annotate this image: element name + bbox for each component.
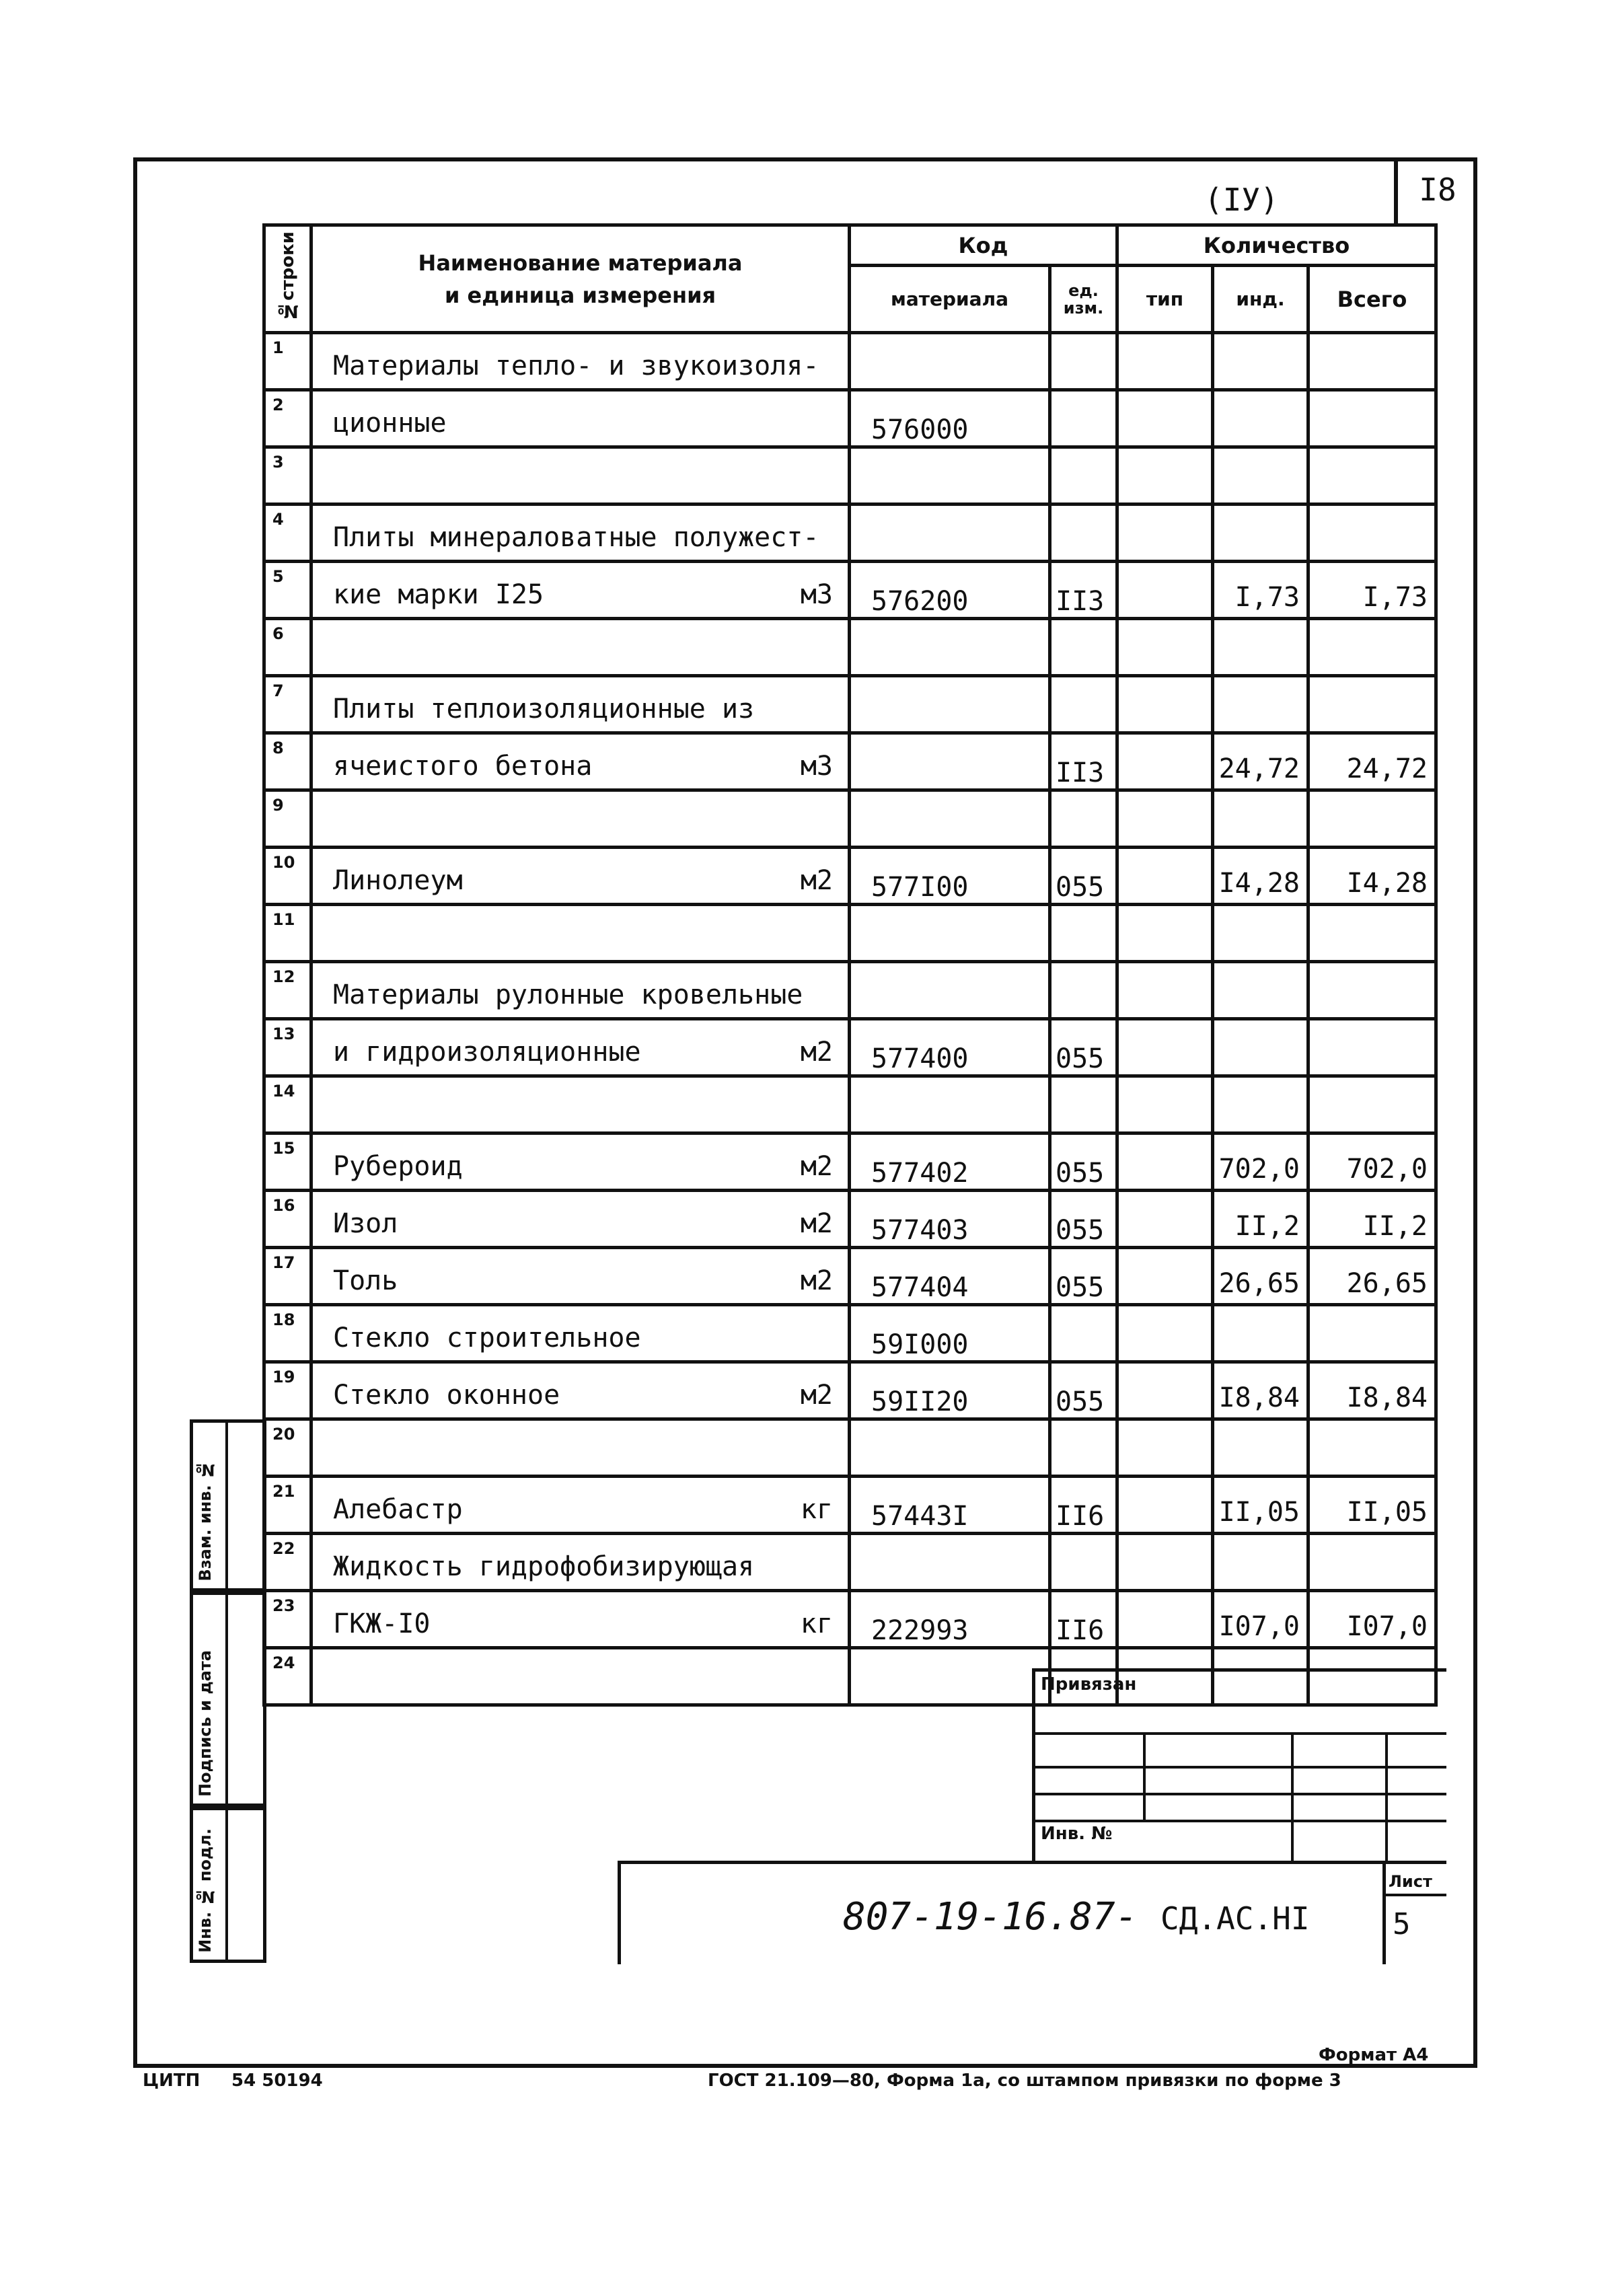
material-code: 576000	[850, 390, 1050, 447]
qty-ind	[1213, 676, 1308, 733]
row-number: 6	[264, 619, 311, 676]
unit-code	[1050, 1419, 1117, 1477]
qty-type	[1117, 733, 1213, 790]
row-number: 18	[264, 1305, 311, 1362]
table-row	[264, 390, 1436, 447]
footer-org: ЦИТП	[143, 2071, 200, 2091]
unit-code	[1050, 390, 1117, 447]
unit-code: II6	[1050, 1591, 1117, 1648]
unit-of-measure: м2	[800, 1151, 833, 1182]
material-code	[850, 905, 1050, 962]
qty-ind: 26,65	[1213, 1248, 1308, 1305]
unit-code	[1050, 676, 1117, 733]
material-name-text: ционные	[333, 408, 447, 439]
table-row	[264, 790, 1436, 848]
material-name	[311, 676, 850, 733]
material-name-text: и гидроизоляционные	[333, 1037, 641, 1068]
row-number: 15	[264, 1133, 311, 1191]
material-name-text: Толь	[333, 1265, 398, 1296]
material-code	[850, 333, 1050, 390]
table-row	[264, 676, 1436, 733]
header-row-number: №строки	[264, 225, 311, 333]
qty-total	[1308, 333, 1436, 390]
qty-type	[1117, 619, 1213, 676]
material-name-text: Линолеум	[333, 865, 463, 896]
material-code: 222993	[850, 1591, 1050, 1648]
material-name-text: Жидкость гидрофобизирующая	[333, 1551, 755, 1582]
qty-total: 24,72	[1308, 733, 1436, 790]
table-row	[264, 333, 1436, 390]
qty-ind: II,2	[1213, 1191, 1308, 1248]
top-sheet-number: I8	[1394, 157, 1477, 226]
unit-code	[1050, 1076, 1117, 1133]
table-row	[264, 562, 1436, 619]
table-row	[264, 447, 1436, 505]
unit-code	[1050, 505, 1117, 562]
row-number: 3	[264, 447, 311, 505]
qty-type	[1117, 1019, 1213, 1076]
qty-type	[1117, 1133, 1213, 1191]
table-row	[264, 1191, 1436, 1248]
binding-col-line	[1291, 1732, 1294, 1861]
binding-col-line	[1143, 1732, 1146, 1820]
qty-total	[1308, 1076, 1436, 1133]
material-code: 57443I	[850, 1477, 1050, 1534]
material-code: 59II20	[850, 1362, 1050, 1419]
qty-type	[1117, 1248, 1213, 1305]
side-box-inv-podl	[190, 1807, 266, 1963]
qty-type	[1117, 1362, 1213, 1419]
table-row	[264, 1419, 1436, 1477]
material-code	[850, 619, 1050, 676]
inventory-label: Инв. №	[1041, 1824, 1113, 1844]
table-row	[264, 619, 1436, 676]
qty-type	[1117, 790, 1213, 848]
binding-label: Привязан	[1041, 1674, 1137, 1695]
unit-of-measure: кг	[800, 1608, 833, 1639]
material-code	[850, 790, 1050, 848]
footer-org-code: 54 50194	[231, 2071, 323, 2091]
qty-type	[1117, 1305, 1213, 1362]
material-name-text: Изол	[333, 1208, 398, 1239]
qty-ind	[1213, 447, 1308, 505]
document-code-suffix: СД.АС.НI	[1160, 1900, 1310, 1937]
material-name	[311, 619, 850, 676]
row-number: 24	[264, 1648, 311, 1705]
material-name	[311, 1362, 850, 1419]
row-number: 9	[264, 790, 311, 848]
qty-type	[1117, 1191, 1213, 1248]
qty-ind	[1213, 619, 1308, 676]
qty-total: I4,28	[1308, 848, 1436, 905]
header-quantity: Количество	[1117, 225, 1436, 266]
qty-total	[1308, 1419, 1436, 1477]
header-code-material: материала	[850, 266, 1050, 333]
qty-type	[1117, 1076, 1213, 1133]
row-number: 7	[264, 676, 311, 733]
qty-type	[1117, 505, 1213, 562]
header-material-name: Наименование материала и единица измерения	[311, 225, 850, 333]
unit-code	[1050, 1305, 1117, 1362]
qty-total	[1308, 619, 1436, 676]
qty-ind	[1213, 505, 1308, 562]
row-number: 22	[264, 1534, 311, 1591]
table-row	[264, 1305, 1436, 1362]
qty-ind	[1213, 1019, 1308, 1076]
table-row	[264, 1019, 1436, 1076]
material-name-text: Алебастр	[333, 1494, 463, 1525]
table-row	[264, 962, 1436, 1019]
material-name	[311, 1305, 850, 1362]
materials-table	[262, 223, 1438, 1707]
unit-of-measure: м3	[800, 579, 833, 610]
material-code: 577402	[850, 1133, 1050, 1191]
qty-total	[1308, 1019, 1436, 1076]
material-name-text: ячеистого бетона	[333, 751, 593, 782]
material-name-text: Стекло оконное	[333, 1380, 560, 1411]
row-number: 20	[264, 1419, 311, 1477]
qty-type	[1117, 905, 1213, 962]
header-code: Код	[850, 225, 1117, 266]
qty-ind	[1213, 390, 1308, 447]
row-number: 5	[264, 562, 311, 619]
row-number: 23	[264, 1591, 311, 1648]
material-code	[850, 733, 1050, 790]
unit-of-measure: м2	[800, 1265, 833, 1296]
row-number: 17	[264, 1248, 311, 1305]
table-row	[264, 848, 1436, 905]
row-number: 12	[264, 962, 311, 1019]
material-name-text: Материалы рулонные кровельные	[333, 979, 803, 1010]
side-label-inv-podl: Инв. № подл.	[196, 1828, 215, 1953]
material-name	[311, 962, 850, 1019]
material-name-text: кие марки I25	[333, 579, 544, 610]
unit-code	[1050, 905, 1117, 962]
qty-type	[1117, 1477, 1213, 1534]
qty-total: II,05	[1308, 1477, 1436, 1534]
qty-ind	[1213, 1305, 1308, 1362]
qty-total	[1308, 505, 1436, 562]
row-number: 11	[264, 905, 311, 962]
unit-code: 055	[1050, 1133, 1117, 1191]
row-number: 4	[264, 505, 311, 562]
header-code-unit: ед. изм.	[1050, 266, 1117, 333]
qty-type	[1117, 447, 1213, 505]
qty-total	[1308, 962, 1436, 1019]
qty-type	[1117, 962, 1213, 1019]
sheet-number: 5	[1393, 1907, 1411, 1941]
document-code	[843, 1895, 1310, 1939]
unit-code: 055	[1050, 1248, 1117, 1305]
unit-code: II3	[1050, 733, 1117, 790]
unit-of-measure: м2	[800, 1380, 833, 1411]
table-row	[264, 733, 1436, 790]
binding-stamp	[1032, 1668, 1446, 1861]
material-name-text: Рубероид	[333, 1151, 463, 1182]
qty-ind: 702,0	[1213, 1133, 1308, 1191]
material-name	[311, 333, 850, 390]
table-row	[264, 1248, 1436, 1305]
qty-ind: I07,0	[1213, 1591, 1308, 1648]
unit-of-measure: м2	[800, 865, 833, 896]
material-name	[311, 1133, 850, 1191]
unit-of-measure: м2	[800, 1037, 833, 1068]
table-row	[264, 905, 1436, 962]
material-name	[311, 790, 850, 848]
qty-type	[1117, 390, 1213, 447]
unit-code: II3	[1050, 562, 1117, 619]
qty-total: 26,65	[1308, 1248, 1436, 1305]
unit-code	[1050, 790, 1117, 848]
material-name	[311, 1248, 850, 1305]
qty-type	[1117, 848, 1213, 905]
material-code	[850, 676, 1050, 733]
unit-code: 055	[1050, 1362, 1117, 1419]
qty-type	[1117, 1419, 1213, 1477]
header-qty-ind: инд.	[1213, 266, 1308, 333]
material-name	[311, 733, 850, 790]
material-name	[311, 1191, 850, 1248]
row-number: 13	[264, 1019, 311, 1076]
material-code	[850, 1076, 1050, 1133]
unit-code	[1050, 962, 1117, 1019]
header-qty-total: Всего	[1308, 266, 1436, 333]
unit-code: II6	[1050, 1477, 1117, 1534]
table-row	[264, 505, 1436, 562]
qty-ind: I4,28	[1213, 848, 1308, 905]
side-box-vzam	[190, 1419, 266, 1592]
unit-of-measure: кг	[800, 1494, 833, 1525]
material-name-text: Материалы тепло- и звукоизоля-	[333, 350, 819, 381]
unit-code	[1050, 447, 1117, 505]
qty-total	[1308, 676, 1436, 733]
material-code: 576200	[850, 562, 1050, 619]
sheet-cell	[1382, 1864, 1446, 1964]
row-number: 19	[264, 1362, 311, 1419]
qty-ind: 24,72	[1213, 733, 1308, 790]
row-number: 14	[264, 1076, 311, 1133]
row-number: 10	[264, 848, 311, 905]
material-code: 577400	[850, 1019, 1050, 1076]
row-number: 16	[264, 1191, 311, 1248]
table-row	[264, 1362, 1436, 1419]
material-name	[311, 447, 850, 505]
part-label: (IУ)	[1204, 182, 1279, 218]
qty-total	[1308, 1305, 1436, 1362]
qty-total: II,2	[1308, 1191, 1436, 1248]
material-name-text: ГКЖ-I0	[333, 1608, 431, 1639]
row-number: 1	[264, 333, 311, 390]
side-label-podpis: Подпись и дата	[196, 1650, 215, 1797]
qty-ind: I,73	[1213, 562, 1308, 619]
material-code: 577403	[850, 1191, 1050, 1248]
material-name	[311, 562, 850, 619]
unit-of-measure: м3	[800, 751, 833, 782]
row-number: 21	[264, 1477, 311, 1534]
material-name	[311, 1477, 850, 1534]
header-qty-type: тип	[1117, 266, 1213, 333]
footer-format: Формат А4	[1319, 2045, 1429, 2065]
qty-ind	[1213, 905, 1308, 962]
qty-total	[1308, 905, 1436, 962]
material-name	[311, 905, 850, 962]
qty-total: I,73	[1308, 562, 1436, 619]
row-number: 8	[264, 733, 311, 790]
material-name-text: Плиты минераловатные полужест-	[333, 522, 819, 553]
unit-code: 055	[1050, 1191, 1117, 1248]
qty-total	[1308, 790, 1436, 848]
material-name-text: Плиты теплоизоляционные из	[333, 694, 755, 724]
qty-total	[1308, 447, 1436, 505]
qty-total: I8,84	[1308, 1362, 1436, 1419]
unit-code: 055	[1050, 848, 1117, 905]
material-name	[311, 1419, 850, 1477]
unit-of-measure: м2	[800, 1208, 833, 1239]
qty-ind	[1213, 1419, 1308, 1477]
qty-type	[1117, 562, 1213, 619]
table-row	[264, 1133, 1436, 1191]
material-name	[311, 505, 850, 562]
material-code	[850, 505, 1050, 562]
sheet-label: Лист	[1389, 1872, 1432, 1891]
material-name	[311, 848, 850, 905]
unit-code: 055	[1050, 1019, 1117, 1076]
table-row	[264, 1076, 1436, 1133]
qty-total	[1308, 390, 1436, 447]
unit-code	[1050, 619, 1117, 676]
material-name	[311, 390, 850, 447]
qty-type	[1117, 333, 1213, 390]
qty-ind	[1213, 790, 1308, 848]
binding-col-line	[1385, 1732, 1388, 1861]
qty-ind	[1213, 1076, 1308, 1133]
side-label-vzam: Взам. инв. №	[196, 1460, 215, 1582]
qty-ind	[1213, 333, 1308, 390]
material-code: 577I00	[850, 848, 1050, 905]
title-stamp	[618, 1861, 1446, 1964]
qty-type	[1117, 676, 1213, 733]
qty-ind	[1213, 962, 1308, 1019]
material-code	[850, 962, 1050, 1019]
table-row	[264, 1477, 1436, 1534]
material-name-text: Стекло строительное	[333, 1323, 641, 1353]
material-code: 577404	[850, 1248, 1050, 1305]
footer-standard: ГОСТ 21.109—80, Форма 1а, со штампом привязки по форме 3	[708, 2071, 1341, 2091]
side-box-podpis	[190, 1592, 266, 1807]
qty-total: I07,0	[1308, 1591, 1436, 1648]
row-number: 2	[264, 390, 311, 447]
material-name	[311, 1076, 850, 1133]
qty-total: 702,0	[1308, 1133, 1436, 1191]
material-code	[850, 447, 1050, 505]
document-code-number: 807-19-16.87-	[843, 1895, 1138, 1939]
qty-ind: II,05	[1213, 1477, 1308, 1534]
material-code	[850, 1419, 1050, 1477]
qty-ind: I8,84	[1213, 1362, 1308, 1419]
material-name	[311, 1019, 850, 1076]
unit-code	[1050, 333, 1117, 390]
material-code: 59I000	[850, 1305, 1050, 1362]
